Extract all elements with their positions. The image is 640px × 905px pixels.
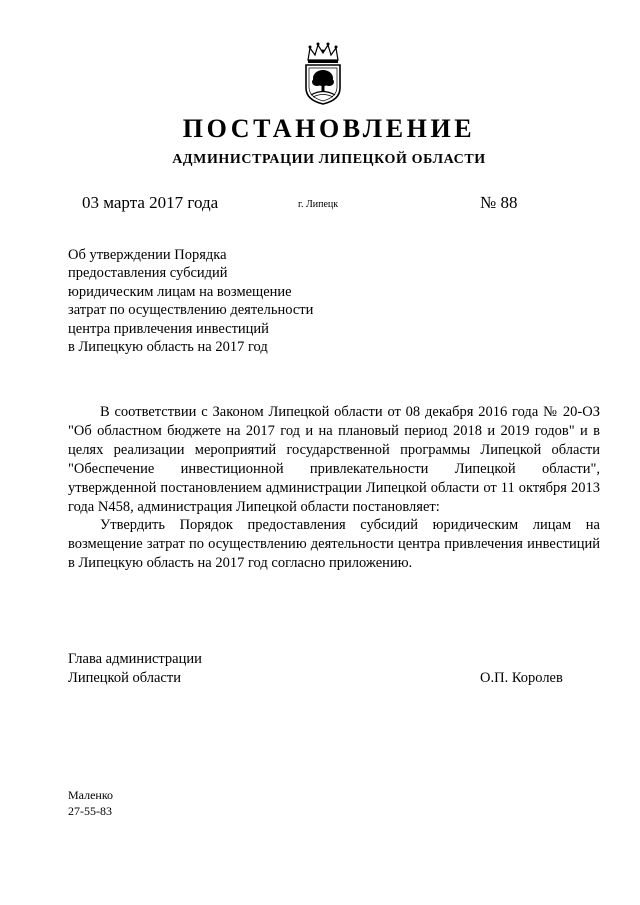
signatory-name: О.П. Королев bbox=[480, 670, 563, 686]
document-city: г. Липецк bbox=[298, 199, 339, 210]
signatory-title bbox=[68, 650, 202, 688]
heading-line: в Липецкую область на 2017 год bbox=[68, 339, 268, 356]
document-heading bbox=[68, 246, 368, 356]
document-subtitle: АДМИНИСТРАЦИИ ЛИПЕЦКОЙ ОБЛАСТИ bbox=[172, 152, 486, 167]
heading-line: центра привлечения инвестиций bbox=[68, 320, 269, 337]
body-paragraph: В соответствии с Законом Липецкой области от 08 декабря 2016 года № 20-ОЗ "Об областном бюджете на 2017 год и на плановый период 2018 и 2019 годов" и в целях реализации мероприятий государственной программы Липецкой области "Обеспечение инвестиционной привлекательности Липецкой области", утвержденной постановлением администрации Липецкой области от 11 октября 2013 года N458, администрация Липецкой области постановляет: bbox=[68, 404, 600, 515]
signatory-title-line: Липецкой области bbox=[68, 669, 181, 686]
executor-name: Маленко bbox=[68, 788, 114, 802]
heading-line: затрат по осуществлению деятельности bbox=[68, 302, 314, 319]
executor-block bbox=[68, 788, 113, 819]
heading-line: юридическим лицам на возмещение bbox=[68, 283, 292, 300]
heading-line: предоставления субсидий bbox=[68, 265, 228, 282]
document-date: 03 марта 2017 года bbox=[82, 193, 219, 212]
document-number: № 88 bbox=[480, 193, 518, 212]
signatory-title-line: Глава администрации bbox=[68, 651, 202, 667]
document-body bbox=[68, 403, 600, 573]
lipetsk-coat-of-arms-icon bbox=[300, 40, 346, 106]
heading-line: Об утверждении Порядка bbox=[68, 247, 227, 263]
document-title: ПОСТАНОВЛЕНИЕ bbox=[182, 114, 476, 143]
executor-phone: 27-55-83 bbox=[68, 803, 112, 818]
body-paragraph: Утвердить Порядок предоставления субсидий юридическим лицам на возмещение затрат по осуществлению деятельности центра привлечения инвестиций в Липецкую область на 2017 год согласно приложению. bbox=[68, 517, 600, 572]
